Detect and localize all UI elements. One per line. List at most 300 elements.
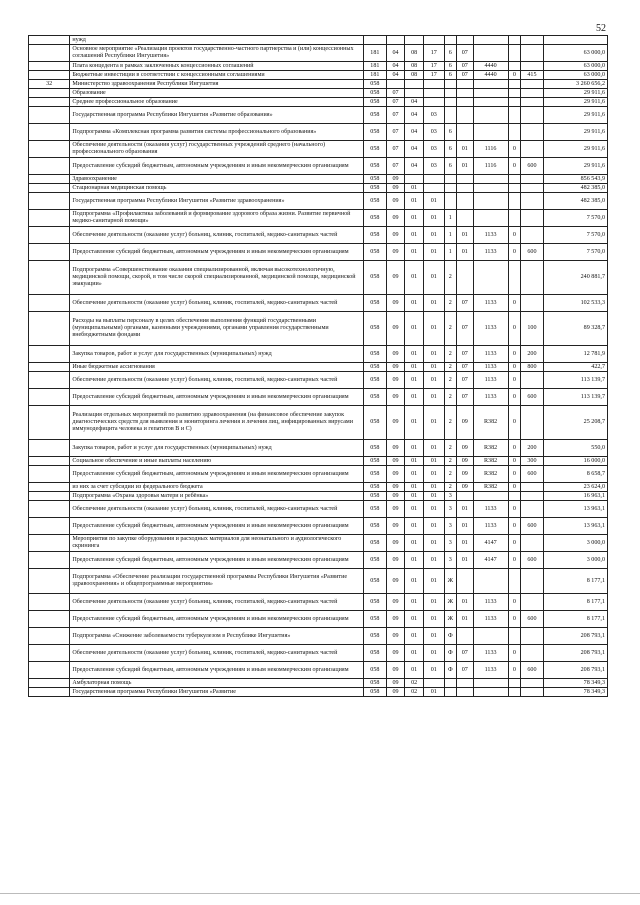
code-ministry-cell: 058 <box>363 518 386 535</box>
code-event-cell <box>457 261 474 295</box>
code-section-cell <box>386 36 405 45</box>
table-row <box>29 312 608 346</box>
code-event-cell: 07 <box>457 62 474 71</box>
code-suffix-cell: 0 <box>508 141 520 158</box>
code-event-cell: 01 <box>457 594 474 611</box>
code-program-cell: 03 <box>423 107 444 124</box>
code-direction-cell: 1133 <box>473 611 508 628</box>
code-expense-type-cell <box>521 141 544 158</box>
code-direction-cell: R382 <box>473 457 508 466</box>
code-program-cell: 01 <box>423 363 444 372</box>
row-number-cell <box>29 363 70 372</box>
table-row <box>29 62 608 71</box>
row-number-cell <box>29 36 70 45</box>
code-event-cell <box>457 688 474 697</box>
code-section-cell: 09 <box>386 679 405 688</box>
code-suffix-cell: 0 <box>508 466 520 483</box>
code-subprogram-cell: 6 <box>444 71 456 80</box>
code-event-cell: 01 <box>457 227 474 244</box>
code-suffix-cell: 0 <box>508 295 520 312</box>
code-expense-type-cell <box>521 261 544 295</box>
table-row <box>29 466 608 483</box>
code-event-cell <box>457 492 474 501</box>
row-number-cell <box>29 261 70 295</box>
code-subprogram-cell: 1 <box>444 244 456 261</box>
item-name-cell: Предоставление субсидий бюджетным, автономным учреждениям и иным некоммерческим организациям <box>70 662 364 679</box>
code-direction-cell: 4147 <box>473 552 508 569</box>
code-program-cell: 01 <box>423 312 444 346</box>
code-direction-cell: 1133 <box>473 312 508 346</box>
item-name-cell: Обеспечение деятельности (оказание услуг) больниц, клиник, госпиталей, медико-санитарных частей <box>70 501 364 518</box>
code-subsection-cell: 01 <box>405 492 424 501</box>
code-expense-type-cell <box>521 372 544 389</box>
code-expense-type-cell <box>521 98 544 107</box>
code-subprogram-cell: Ж <box>444 594 456 611</box>
page-number: 52 <box>596 23 606 34</box>
row-number-cell <box>29 346 70 363</box>
code-program-cell: 01 <box>423 518 444 535</box>
row-number-cell <box>29 628 70 645</box>
amount-cell: 7 570,0 <box>543 210 607 227</box>
table-row <box>29 679 608 688</box>
code-suffix-cell: 0 <box>508 227 520 244</box>
code-subsection-cell: 08 <box>405 71 424 80</box>
code-ministry-cell: 058 <box>363 295 386 312</box>
code-section-cell: 09 <box>386 688 405 697</box>
table-row <box>29 389 608 406</box>
item-name-cell: Плата концедента в рамках заключенных концессионных соглашений <box>70 62 364 71</box>
row-number-cell <box>29 210 70 227</box>
code-expense-type-cell <box>521 62 544 71</box>
code-direction-cell <box>473 80 508 89</box>
code-subprogram-cell <box>444 36 456 45</box>
table-row <box>29 98 608 107</box>
code-suffix-cell: 0 <box>508 71 520 80</box>
code-subsection-cell: 01 <box>405 662 424 679</box>
code-expense-type-cell <box>521 483 544 492</box>
amount-cell: 856 543,9 <box>543 175 607 184</box>
code-subprogram-cell <box>444 679 456 688</box>
code-event-cell: 09 <box>457 440 474 457</box>
row-number-cell <box>29 406 70 440</box>
code-direction-cell <box>473 98 508 107</box>
code-section-cell: 09 <box>386 440 405 457</box>
code-direction-cell <box>473 36 508 45</box>
code-ministry-cell: 058 <box>363 244 386 261</box>
item-name-cell: Подпрограмма «Совершенствование оказания специализированной, включая высокотехнологичную, медицинской помощи, скорой, в том числе скорой специализированной, медицинской помощи, медицинской эвакуации» <box>70 261 364 295</box>
code-suffix-cell <box>508 193 520 210</box>
row-number-cell <box>29 569 70 594</box>
amount-cell: 12 781,9 <box>543 346 607 363</box>
row-number-cell <box>29 312 70 346</box>
item-name-cell: Подпрограмма «Комплексная программа развития системы профессионального образования» <box>70 124 364 141</box>
table-row <box>29 45 608 62</box>
code-ministry-cell: 058 <box>363 688 386 697</box>
code-subsection-cell: 01 <box>405 389 424 406</box>
code-suffix-cell: 0 <box>508 611 520 628</box>
code-subsection-cell <box>405 36 424 45</box>
amount-cell: 29 911,6 <box>543 158 607 175</box>
code-section-cell: 09 <box>386 483 405 492</box>
code-program-cell: 01 <box>423 346 444 363</box>
code-section-cell: 09 <box>386 569 405 594</box>
row-number-cell <box>29 440 70 457</box>
code-event-cell <box>457 193 474 210</box>
code-event-cell: 01 <box>457 611 474 628</box>
code-suffix-cell <box>508 628 520 645</box>
code-event-cell: 09 <box>457 466 474 483</box>
code-section-cell: 09 <box>386 184 405 193</box>
amount-cell: 63 000,0 <box>543 62 607 71</box>
amount-cell: 8 177,1 <box>543 594 607 611</box>
code-direction-cell: 1133 <box>473 518 508 535</box>
code-expense-type-cell <box>521 679 544 688</box>
code-event-cell <box>457 89 474 98</box>
code-subsection-cell <box>405 175 424 184</box>
code-event-cell: 01 <box>457 518 474 535</box>
code-program-cell: 01 <box>423 457 444 466</box>
code-expense-type-cell: 600 <box>521 466 544 483</box>
item-name-cell: Стационарная медицинская помощь <box>70 184 364 193</box>
code-subprogram-cell: 6 <box>444 45 456 62</box>
code-ministry-cell: 058 <box>363 193 386 210</box>
code-direction-cell <box>473 124 508 141</box>
code-event-cell <box>457 569 474 594</box>
code-event-cell: 01 <box>457 552 474 569</box>
code-ministry-cell: 058 <box>363 372 386 389</box>
row-number-cell <box>29 594 70 611</box>
amount-cell: 89 328,7 <box>543 312 607 346</box>
code-direction-cell <box>473 628 508 645</box>
code-subsection-cell: 08 <box>405 45 424 62</box>
code-expense-type-cell <box>521 175 544 184</box>
table-row <box>29 158 608 175</box>
code-ministry-cell: 181 <box>363 62 386 71</box>
code-section-cell: 09 <box>386 457 405 466</box>
code-expense-type-cell: 300 <box>521 457 544 466</box>
code-suffix-cell <box>508 569 520 594</box>
code-event-cell <box>457 98 474 107</box>
item-name-cell: Обеспечение деятельности (оказание услуг) больниц, клиник, госпиталей, медико-санитарных частей <box>70 227 364 244</box>
code-subprogram-cell: 3 <box>444 535 456 552</box>
code-event-cell <box>457 184 474 193</box>
code-section-cell: 04 <box>386 71 405 80</box>
code-subsection-cell: 01 <box>405 210 424 227</box>
item-name-cell: Подпрограмма «Снижение заболеваемости туберкулезом в Республике Ингушетия» <box>70 628 364 645</box>
code-direction-cell: 1133 <box>473 645 508 662</box>
item-name-cell: Министерство здравоохранения Республики Ингушетия <box>70 80 364 89</box>
code-event-cell <box>457 628 474 645</box>
row-number-cell <box>29 457 70 466</box>
code-section-cell: 09 <box>386 645 405 662</box>
table-row <box>29 406 608 440</box>
code-section-cell: 09 <box>386 363 405 372</box>
amount-cell: 113 139,7 <box>543 372 607 389</box>
row-number-cell <box>29 45 70 62</box>
code-expense-type-cell <box>521 492 544 501</box>
code-direction-cell <box>473 184 508 193</box>
code-suffix-cell: 0 <box>508 440 520 457</box>
code-subsection-cell: 01 <box>405 363 424 372</box>
item-name-cell: Реализация отдельных мероприятий по развитию здравоохранения (на финансовое обеспечение закупок диагностических средств для выявления и мониторинга лечения и лечения лиц, инфицированных вирусами иммунодефицита человека и гепатитов В и С) <box>70 406 364 440</box>
table-row <box>29 227 608 244</box>
code-direction-cell <box>473 45 508 62</box>
table-row <box>29 552 608 569</box>
table-row <box>29 645 608 662</box>
code-direction-cell: R382 <box>473 483 508 492</box>
code-direction-cell: R382 <box>473 466 508 483</box>
code-expense-type-cell <box>521 193 544 210</box>
code-expense-type-cell <box>521 210 544 227</box>
code-expense-type-cell: 200 <box>521 440 544 457</box>
code-subprogram-cell: 2 <box>444 346 456 363</box>
code-subprogram-cell: 3 <box>444 552 456 569</box>
code-subprogram-cell <box>444 80 456 89</box>
code-program-cell <box>423 175 444 184</box>
code-section-cell: 07 <box>386 124 405 141</box>
row-number-cell <box>29 492 70 501</box>
code-event-cell <box>457 679 474 688</box>
amount-cell: 29 911,6 <box>543 141 607 158</box>
code-expense-type-cell <box>521 36 544 45</box>
code-subsection-cell: 01 <box>405 535 424 552</box>
table-row <box>29 457 608 466</box>
row-number-cell <box>29 62 70 71</box>
code-subprogram-cell: 2 <box>444 261 456 295</box>
item-name-cell: Государственная программа Республики Ингушетия «Развитие здравоохранения» <box>70 193 364 210</box>
code-suffix-cell: 0 <box>508 535 520 552</box>
amount-cell: 78 349,3 <box>543 688 607 697</box>
code-subsection-cell: 01 <box>405 483 424 492</box>
code-program-cell: 01 <box>423 372 444 389</box>
code-expense-type-cell: 600 <box>521 158 544 175</box>
item-name-cell: Закупка товаров, работ и услуг для государственных (муниципальных) нужд <box>70 440 364 457</box>
code-direction-cell: 1116 <box>473 141 508 158</box>
page-bottom-edge <box>0 893 640 894</box>
code-subsection-cell: 01 <box>405 244 424 261</box>
row-number-cell <box>29 107 70 124</box>
code-program-cell: 01 <box>423 688 444 697</box>
code-subsection-cell: 01 <box>405 312 424 346</box>
code-section-cell: 09 <box>386 312 405 346</box>
item-name-cell: Основное мероприятие «Реализация проектов государственно-частного партнерства и (или) концессионных соглашений Республики Ингушетия» <box>70 45 364 62</box>
code-subsection-cell: 01 <box>405 440 424 457</box>
code-ministry-cell: 058 <box>363 492 386 501</box>
table-row <box>29 518 608 535</box>
code-subsection-cell: 01 <box>405 295 424 312</box>
code-subsection-cell: 01 <box>405 594 424 611</box>
code-section-cell: 09 <box>386 261 405 295</box>
item-name-cell: Предоставление субсидий бюджетным, автономным учреждениям и иным некоммерческим организациям <box>70 389 364 406</box>
code-program-cell: 01 <box>423 611 444 628</box>
code-program-cell: 01 <box>423 440 444 457</box>
table-row <box>29 492 608 501</box>
row-number-cell <box>29 158 70 175</box>
code-subsection-cell: 02 <box>405 679 424 688</box>
amount-cell: 240 881,7 <box>543 261 607 295</box>
item-name-cell: Предоставление субсидий бюджетным, автономным учреждениям и иным некоммерческим организациям <box>70 552 364 569</box>
table-row <box>29 295 608 312</box>
code-subprogram-cell: 2 <box>444 363 456 372</box>
row-number-cell <box>29 662 70 679</box>
row-number-cell <box>29 89 70 98</box>
code-expense-type-cell <box>521 295 544 312</box>
code-suffix-cell: 0 <box>508 518 520 535</box>
amount-cell: 29 911,6 <box>543 124 607 141</box>
code-program-cell: 01 <box>423 492 444 501</box>
code-subprogram-cell: 3 <box>444 501 456 518</box>
code-direction-cell: 4147 <box>473 535 508 552</box>
code-expense-type-cell: 415 <box>521 71 544 80</box>
code-ministry-cell: 058 <box>363 662 386 679</box>
code-direction-cell: 1133 <box>473 389 508 406</box>
code-subsection-cell: 01 <box>405 569 424 594</box>
code-ministry-cell: 058 <box>363 227 386 244</box>
code-expense-type-cell <box>521 45 544 62</box>
amount-cell: 29 911,6 <box>543 107 607 124</box>
table-row <box>29 184 608 193</box>
code-suffix-cell: 0 <box>508 312 520 346</box>
amount-cell: 422,7 <box>543 363 607 372</box>
code-expense-type-cell <box>521 535 544 552</box>
code-section-cell: 04 <box>386 62 405 71</box>
code-subprogram-cell: 2 <box>444 457 456 466</box>
table-row <box>29 688 608 697</box>
amount-cell: 29 911,6 <box>543 98 607 107</box>
code-subprogram-cell <box>444 193 456 210</box>
code-subprogram-cell: 3 <box>444 518 456 535</box>
code-direction-cell: 1133 <box>473 227 508 244</box>
code-section-cell: 09 <box>386 210 405 227</box>
code-subprogram-cell <box>444 184 456 193</box>
code-suffix-cell: 0 <box>508 389 520 406</box>
code-subprogram-cell: 2 <box>444 466 456 483</box>
code-event-cell: 07 <box>457 645 474 662</box>
code-event-cell <box>457 124 474 141</box>
code-expense-type-cell: 100 <box>521 312 544 346</box>
item-name-cell: Обеспечение деятельности (оказание услуг) больниц, клиник, госпиталей, медико-санитарных частей <box>70 295 364 312</box>
code-program-cell: 01 <box>423 244 444 261</box>
code-section-cell: 09 <box>386 552 405 569</box>
amount-cell: 3 260 656,2 <box>543 80 607 89</box>
code-direction-cell: 1116 <box>473 158 508 175</box>
row-number-cell <box>29 688 70 697</box>
amount-cell: 550,0 <box>543 440 607 457</box>
code-ministry-cell: 058 <box>363 535 386 552</box>
code-suffix-cell: 0 <box>508 406 520 440</box>
code-expense-type-cell: 600 <box>521 662 544 679</box>
code-ministry-cell: 058 <box>363 346 386 363</box>
code-subprogram-cell: Ж <box>444 569 456 594</box>
code-event-cell <box>457 175 474 184</box>
code-subsection-cell: 01 <box>405 466 424 483</box>
code-subsection-cell: 01 <box>405 518 424 535</box>
table-row <box>29 36 608 45</box>
code-ministry-cell: 181 <box>363 45 386 62</box>
code-event-cell: 07 <box>457 71 474 80</box>
code-program-cell: 01 <box>423 466 444 483</box>
code-suffix-cell <box>508 45 520 62</box>
amount-cell: 3 000,0 <box>543 552 607 569</box>
code-suffix-cell <box>508 492 520 501</box>
code-section-cell: 09 <box>386 244 405 261</box>
code-program-cell: 01 <box>423 261 444 295</box>
code-ministry-cell: 058 <box>363 141 386 158</box>
code-subsection-cell: 04 <box>405 124 424 141</box>
table-row <box>29 483 608 492</box>
table-row <box>29 80 608 89</box>
code-expense-type-cell <box>521 107 544 124</box>
code-event-cell <box>457 210 474 227</box>
code-ministry-cell: 058 <box>363 89 386 98</box>
table-row <box>29 372 608 389</box>
code-event-cell: 07 <box>457 45 474 62</box>
item-name-cell: Амбулаторная помощь <box>70 679 364 688</box>
code-ministry-cell: 058 <box>363 312 386 346</box>
code-section-cell: 09 <box>386 193 405 210</box>
code-direction-cell <box>473 492 508 501</box>
code-suffix-cell: 0 <box>508 552 520 569</box>
table-row <box>29 124 608 141</box>
item-name-cell: Мероприятия по закупке оборудования и расходных материалов для неонатального и аудиологического скрининга <box>70 535 364 552</box>
code-expense-type-cell <box>521 569 544 594</box>
code-direction-cell: 1133 <box>473 295 508 312</box>
item-name-cell: Обеспечение деятельности (оказание услуг) больниц, клиник, госпиталей, медико-санитарных частей <box>70 594 364 611</box>
table-row <box>29 535 608 552</box>
code-expense-type-cell <box>521 594 544 611</box>
amount-cell: 8 658,7 <box>543 466 607 483</box>
item-name-cell: Подпрограмма «Охрана здоровья матери и ребёнка» <box>70 492 364 501</box>
amount-cell: 7 570,0 <box>543 227 607 244</box>
code-ministry-cell: 058 <box>363 457 386 466</box>
row-number-cell <box>29 483 70 492</box>
table-row <box>29 141 608 158</box>
code-suffix-cell <box>508 98 520 107</box>
code-suffix-cell <box>508 184 520 193</box>
code-program-cell: 17 <box>423 45 444 62</box>
item-name-cell: Закупка товаров, работ и услуг для государственных (муниципальных) нужд <box>70 346 364 363</box>
code-program-cell: 01 <box>423 406 444 440</box>
row-number-cell <box>29 193 70 210</box>
code-subprogram-cell: 2 <box>444 295 456 312</box>
table-row <box>29 611 608 628</box>
code-ministry-cell: 058 <box>363 80 386 89</box>
code-event-cell: 07 <box>457 295 474 312</box>
code-section-cell: 07 <box>386 107 405 124</box>
code-direction-cell <box>473 569 508 594</box>
code-program-cell: 01 <box>423 594 444 611</box>
code-suffix-cell: 0 <box>508 372 520 389</box>
code-program-cell: 01 <box>423 389 444 406</box>
code-subsection-cell: 01 <box>405 406 424 440</box>
code-subsection-cell: 01 <box>405 193 424 210</box>
amount-cell: 23 624,0 <box>543 483 607 492</box>
code-subsection-cell: 04 <box>405 141 424 158</box>
code-expense-type-cell <box>521 124 544 141</box>
code-section-cell: 09 <box>386 295 405 312</box>
item-name-cell: Предоставление субсидий бюджетным, автономным учреждениям и иным некоммерческим организациям <box>70 518 364 535</box>
code-program-cell: 01 <box>423 535 444 552</box>
code-expense-type-cell: 600 <box>521 611 544 628</box>
code-expense-type-cell: 600 <box>521 389 544 406</box>
code-subprogram-cell: Ф <box>444 628 456 645</box>
code-subprogram-cell: 2 <box>444 483 456 492</box>
code-ministry-cell: 058 <box>363 594 386 611</box>
code-direction-cell: 4440 <box>473 62 508 71</box>
amount-cell: 8 177,1 <box>543 569 607 594</box>
amount-cell: 482 385,0 <box>543 193 607 210</box>
code-ministry-cell: 181 <box>363 71 386 80</box>
